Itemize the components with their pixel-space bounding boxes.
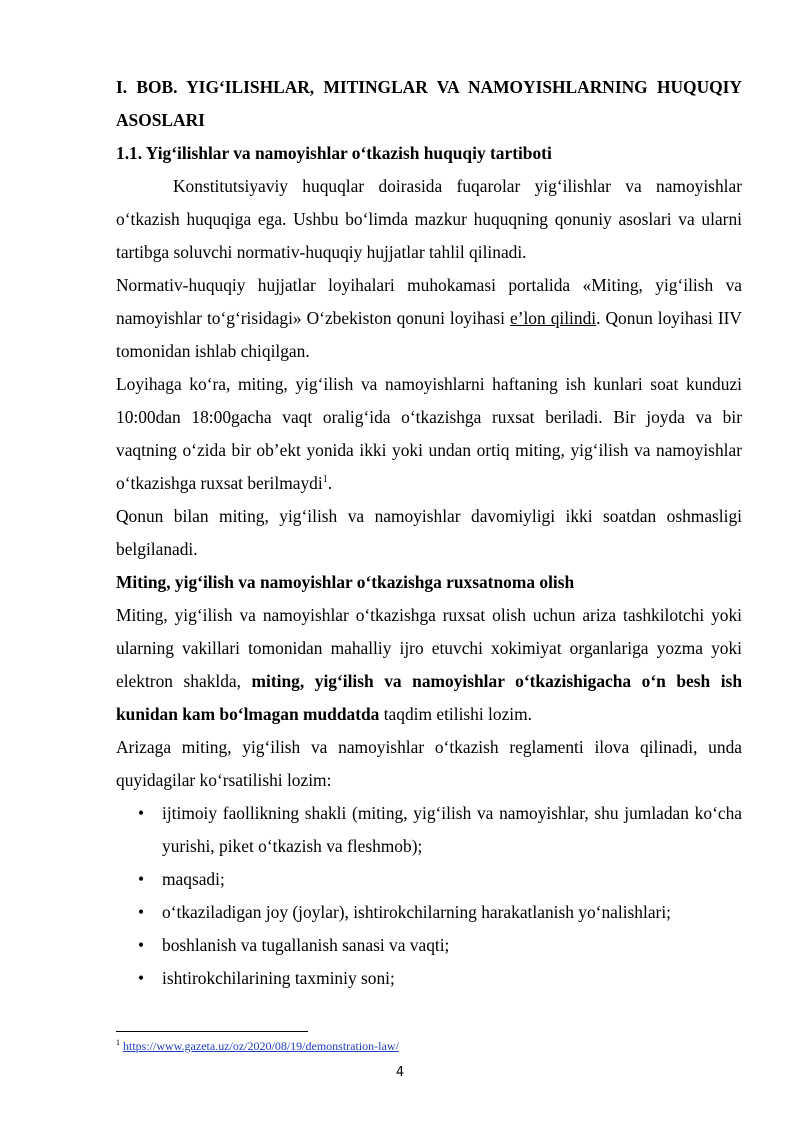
- footnote-divider: [116, 1031, 308, 1032]
- paragraph-rules-end: .: [327, 473, 333, 493]
- paragraph-application-text: Miting, yig‘ilish va namoyishlar o‘tkazishga ruxsat olish uchun ariza tashkilotchi yoki ularning vakillari tomonidan mahalliy ijro etuvchi xokimiyat organlariga yozma yoki elektron shaklda,: [116, 605, 742, 691]
- list-item: [116, 962, 742, 995]
- list-item: [116, 896, 742, 929]
- list-item-text: ijtimoiy faollikning shakli (miting, yig‘ilish va namoyishlar, shu jumladan ko‘cha yurishi, piket o‘tkazish va fleshmob);: [162, 803, 742, 856]
- list-item-text: o‘tkaziladigan joy (joylar), ishtirokchilarning harakatlanish yo‘nalishlari;: [162, 902, 672, 922]
- bullet-icon: •: [138, 968, 145, 988]
- bullet-icon: •: [138, 935, 145, 955]
- footnote: [116, 1037, 399, 1055]
- announcement-link[interactable]: e’lon qilindi: [509, 308, 597, 328]
- section-title: 1.1. Yig‘ilishlar va namoyishlar o‘tkazish huquqiy tartiboti: [116, 143, 552, 163]
- page-number: 4: [395, 1065, 405, 1080]
- chapter-title: I. BOB. YIG‘ILISHLAR, MITINGLAR VA NAMOYISHLARNING HUQUQIY ASOSLARI: [116, 77, 742, 130]
- footnote-link[interactable]: https://www.gazeta.uz/oz/2020/08/19/demonstration-law/: [123, 1039, 399, 1053]
- paragraph-application-end: taqdim etilishi lozim.: [379, 704, 533, 724]
- paragraph-intro: Konstitutsiyaviy huquqlar doirasida fuqarolar yig‘ilishlar va namoyishlar o‘tkazish huquqiga ega. Ushbu bo‘limda mazkur huquqning qonuniy asoslari va ularni tartibga soluvchi normativ-huquqiy hujjatlar tahlil qilinadi.: [116, 176, 742, 262]
- document-body: [116, 71, 742, 995]
- list-item: [116, 863, 742, 896]
- list-item: [116, 797, 742, 863]
- bullet-icon: •: [138, 869, 145, 889]
- paragraph-portal-text: Normativ-huquqiy hujjatlar loyihalari muhokamasi portalida «Miting, yig‘ilish va namoyishlar to‘g‘risidagi» O‘zbekiston qonuni loyihasi: [116, 275, 742, 328]
- paragraph-rules-text: Loyihaga ko‘ra, miting, yig‘ilish va namoyishlarni haftaning ish kunlari soat kunduzi 10:00dan 18:00gacha vaqt oralig‘ida o‘tkazishga ruxsat beriladi. Bir joyda va bir vaqtning o‘zida bir ob’ekt yonida ikki yoki undan ortiq miting, yig‘ilish va namoyishlar o‘tkazishga ruxsat berilmaydi: [116, 374, 742, 493]
- list-item-text: boshlanish va tugallanish sanasi va vaqti;: [162, 935, 450, 955]
- paragraph-application: [116, 599, 742, 731]
- paragraph-application-deadline: miting, yig‘ilish va namoyishlar o‘tkazishigacha o‘n besh ish kunidan kam bo‘lmagan muddatda: [116, 671, 742, 724]
- bullet-icon: •: [138, 803, 145, 823]
- paragraph-regulation: Arizaga miting, yig‘ilish va namoyishlar o‘tkazish reglamenti ilova qilinadi, unda quyidagilar ko‘rsatilishi lozim:: [116, 737, 742, 790]
- paragraph-portal: [116, 269, 742, 368]
- list-item: [116, 929, 742, 962]
- footnote-reference[interactable]: 1: [322, 474, 328, 486]
- footnote-marker: 1: [116, 1038, 120, 1047]
- paragraph-duration: Qonun bilan miting, yig‘ilish va namoyishlar davomiyligi ikki soatdan oshmasligi belgilanadi.: [116, 506, 742, 559]
- paragraph-portal-text-end: . Qonun loyihasi IIV tomonidan ishlab chiqilgan.: [116, 308, 742, 361]
- paragraph-rules: [116, 368, 742, 500]
- bullet-icon: •: [138, 902, 145, 922]
- list-item-text: maqsadi;: [162, 869, 225, 889]
- requirements-list: [116, 797, 742, 995]
- subheading-permit: Miting, yig‘ilish va namoyishlar o‘tkazishga ruxsatnoma olish: [116, 572, 575, 592]
- list-item-text: ishtirokchilarining taxminiy soni;: [162, 968, 395, 988]
